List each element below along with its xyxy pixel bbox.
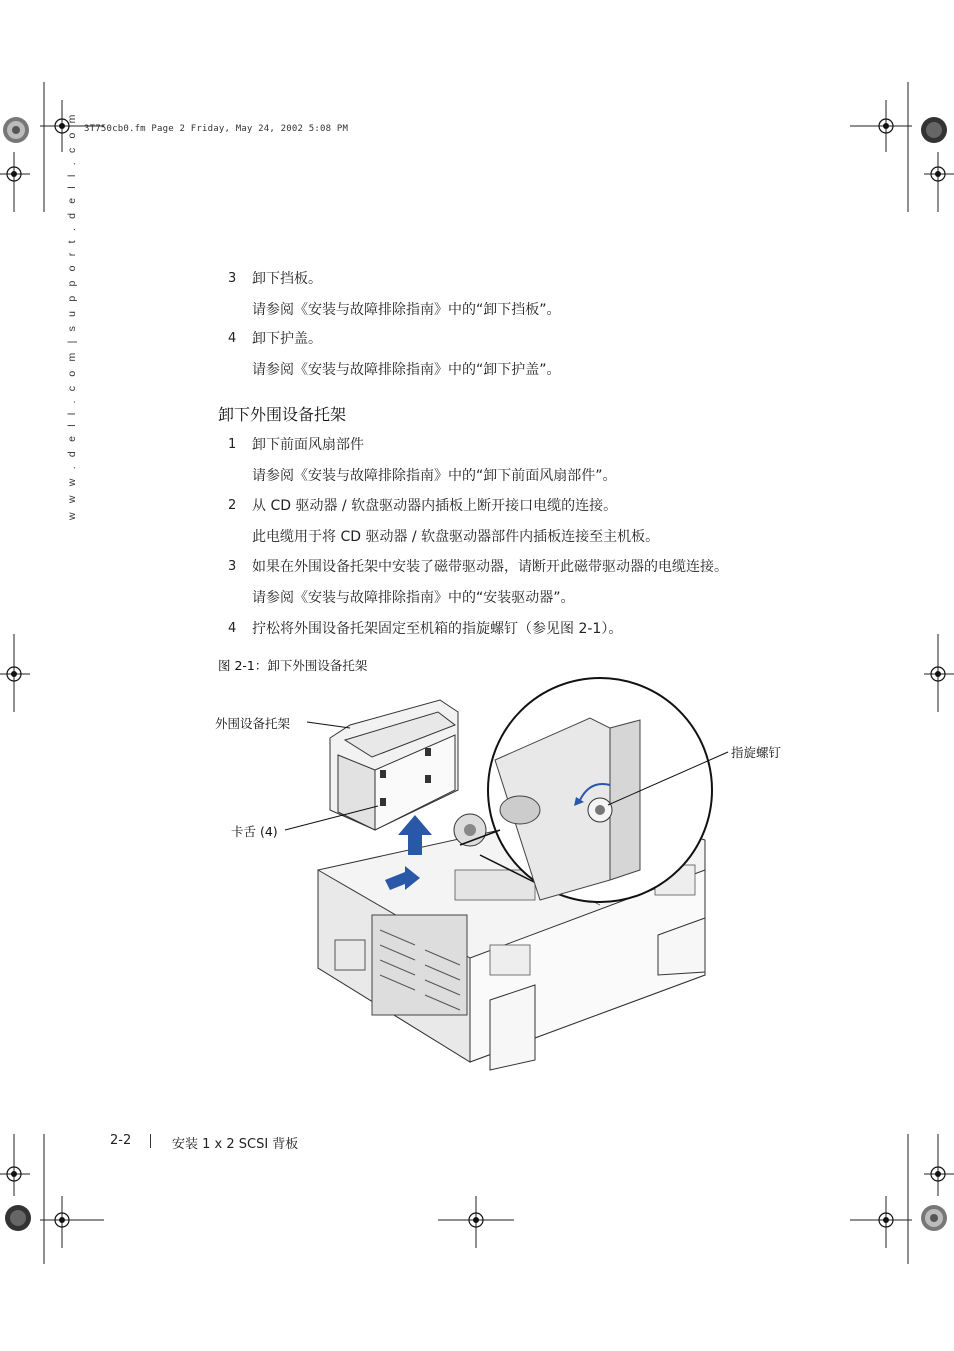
step-number: 3 (228, 271, 237, 286)
step-number: 4 (228, 331, 237, 346)
step-number: 4 (228, 621, 237, 636)
footer-divider (150, 1134, 151, 1148)
step-text: 卸下护盖。 (252, 331, 322, 347)
step-detail: 此电缆用于将 CD 驱动器 / 软盘驱动器部件内插板连接至主机板。 (252, 529, 660, 545)
step-text: 如果在外围设备托架中安装了磁带驱动器，请断开此磁带驱动器的电缆连接。 (252, 559, 728, 575)
step-detail: 请参阅《安装与故障排除指南》中的“安装驱动器”。 (252, 590, 575, 606)
print-header: 3T750cb0.fm Page 2 Friday, May 24, 2002 5:08 PM (84, 124, 349, 134)
callout-peripheral-bay: 外围设备托架 (215, 716, 291, 731)
step-number: 2 (228, 498, 237, 513)
step-number: 3 (228, 559, 237, 574)
section-heading: 卸下外围设备托架 (218, 405, 347, 424)
page-number: 2-2 (110, 1133, 132, 1148)
step-text: 拧松将外围设备托架固定至机箱的指旋螺钉（参见图 2-1）。 (252, 621, 623, 637)
step-text: 卸下挡板。 (252, 271, 322, 287)
callout-tabs: 卡舌 (4) (231, 824, 278, 839)
footer-chapter-title: 安装 1 x 2 SCSI 背板 (172, 1137, 299, 1152)
step-detail: 请参阅《安装与故障排除指南》中的“卸下挡板”。 (252, 302, 561, 318)
step-detail: 请参阅《安装与故障排除指南》中的“卸下前面风扇部件”。 (252, 468, 617, 484)
step-text: 从 CD 驱动器 / 软盘驱动器内插板上断开接口电缆的连接。 (252, 498, 618, 514)
figure-caption: 图 2-1：卸下外围设备托架 (218, 658, 368, 673)
step-detail: 请参阅《安装与故障排除指南》中的“卸下护盖”。 (252, 362, 561, 378)
step-number: 1 (228, 437, 237, 452)
step-text: 卸下前面风扇部件 (252, 437, 364, 453)
side-url: w w w . d e l l . c o m | s u p p o r t . d e l l . c o m (66, 111, 78, 520)
callout-thumbscrew: 指旋螺钉 (731, 745, 782, 760)
